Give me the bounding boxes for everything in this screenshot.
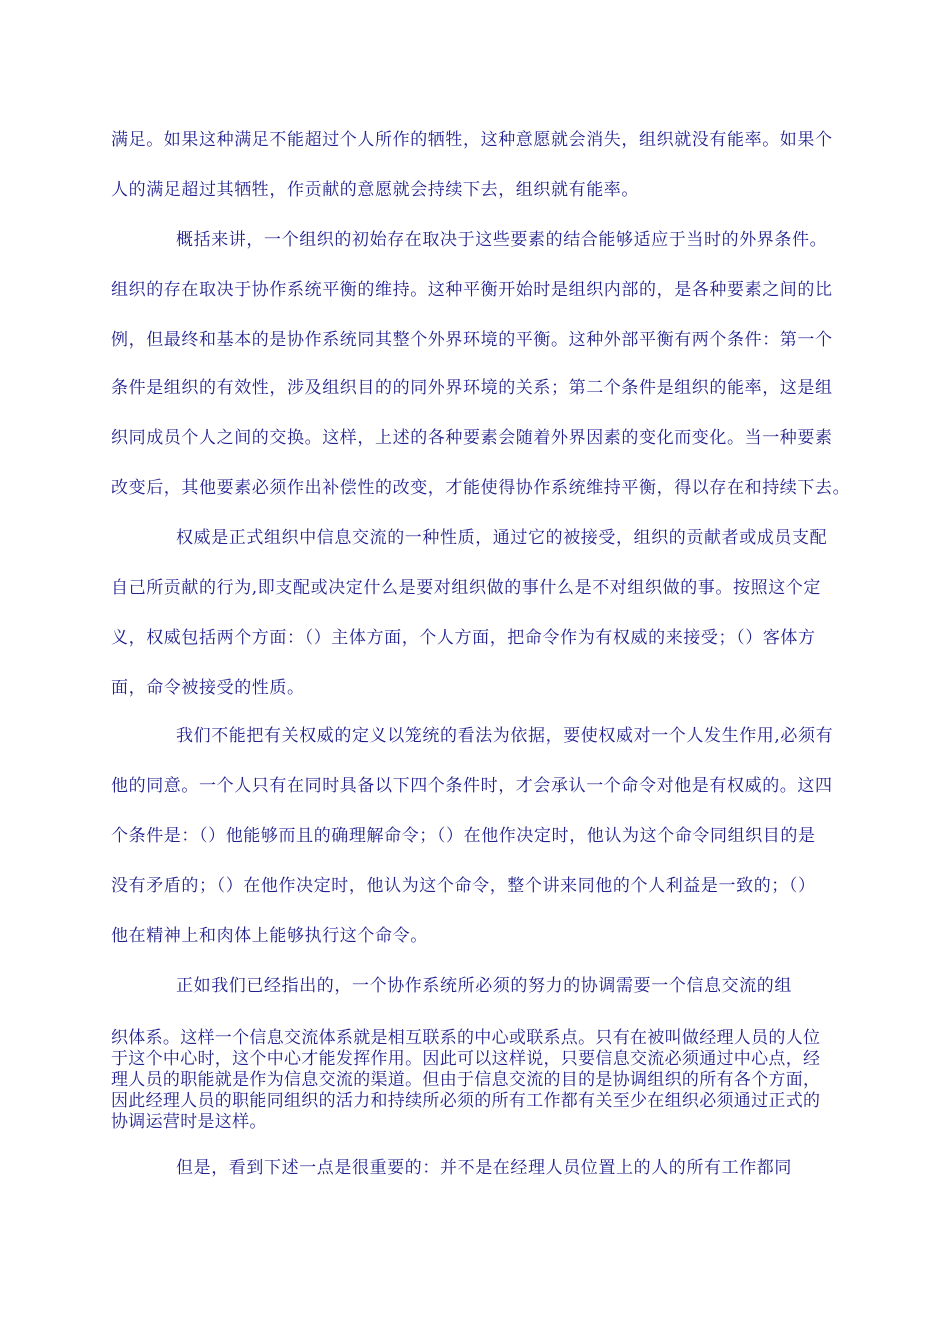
- paragraph-start: 概括来讲，一个组织的初始存在取决于这些要素的结合能够适应于当时的外界条件。: [176, 230, 828, 250]
- text-line: 义，权威包括两个方面：（）主体方面，个人方面，把命令作为有权威的来接受；（）客体方: [111, 628, 816, 648]
- text-line: 他的同意。一个人只有在同时具备以下四个条件时，才会承认一个命令对他是有权威的。这四: [111, 776, 833, 796]
- text-line: 自己所贡献的行为,即支配或决定什么是要对组织做的事什么是不对组织做的事。按照这个定: [111, 578, 822, 598]
- paragraph-start: 正如我们已经指出的，一个协作系统所必须的努力的协调需要一个信息交流的组: [176, 976, 792, 996]
- text-line: 协调运营时是这样。: [111, 1112, 267, 1132]
- text-line: 满足。如果这种满足不能超过个人所作的牺牲，这种意愿就会消失，组织就没有能率。如果个: [111, 130, 833, 150]
- text-line: 面，命令被接受的性质。: [111, 678, 305, 698]
- text-line: 因此经理人员的职能同组织的活力和持续所必须的所有工作都有关至少在组织必须通过正式的: [111, 1091, 821, 1111]
- text-line: 组织的存在取决于协作系统平衡的维持。这种平衡开始时是组织内部的，是各种要素之间的比: [111, 280, 833, 300]
- text-line: 织体系。这样一个信息交流体系就是相互联系的中心或联系点。只有在被叫做经理人员的人位: [111, 1028, 821, 1048]
- dense-paragraph: [111, 1028, 856, 1133]
- text-line: 个条件是：（）他能够而且的确理解命令；（）在他作决定时，他认为这个命令同组织目的是: [111, 826, 816, 846]
- text-line: 条件是组织的有效性，涉及组织目的的同外界环境的关系；第二个条件是组织的能率，这是组: [111, 378, 833, 398]
- text-line: 改变后，其他要素必须作出补偿性的改变，才能使得协作系统维持平衡，得以存在和持续下去。: [111, 478, 851, 498]
- text-line: 人的满足超过其牺牲，作贡献的意愿就会持续下去，组织就有能率。: [111, 180, 639, 200]
- text-line: 于这个中心时，这个中心才能发挥作用。因此可以这样说，只要信息交流必须通过中心点，经: [111, 1049, 821, 1069]
- text-line: 他在精神上和肉体上能够执行这个命令。: [111, 926, 428, 946]
- paragraph-start: 但是，看到下述一点是很重要的：并不是在经理人员位置上的人的所有工作都同: [176, 1158, 792, 1178]
- text-line: 理人员的职能就是作为信息交流的渠道。但由于信息交流的目的是协调组织的所有各个方面，: [111, 1070, 821, 1090]
- paragraph-start: 权威是正式组织中信息交流的一种性质，通过它的被接受，组织的贡献者或成员支配: [176, 528, 828, 548]
- text-line: 没有矛盾的；（）在他作决定时，他认为这个命令，整个讲来同他的个人利益是一致的；（）: [111, 876, 816, 896]
- text-line: 织同成员个人之间的交换。这样，上述的各种要素会随着外界因素的变化而变化。当一种要素: [111, 428, 833, 448]
- paragraph-start: 我们不能把有关权威的定义以笼统的看法为依据，要使权威对一个人发生作用,必须有: [176, 726, 834, 746]
- text-line: 例，但最终和基本的是协作系统同其整个外界环境的平衡。这种外部平衡有两个条件：第一个: [111, 330, 833, 350]
